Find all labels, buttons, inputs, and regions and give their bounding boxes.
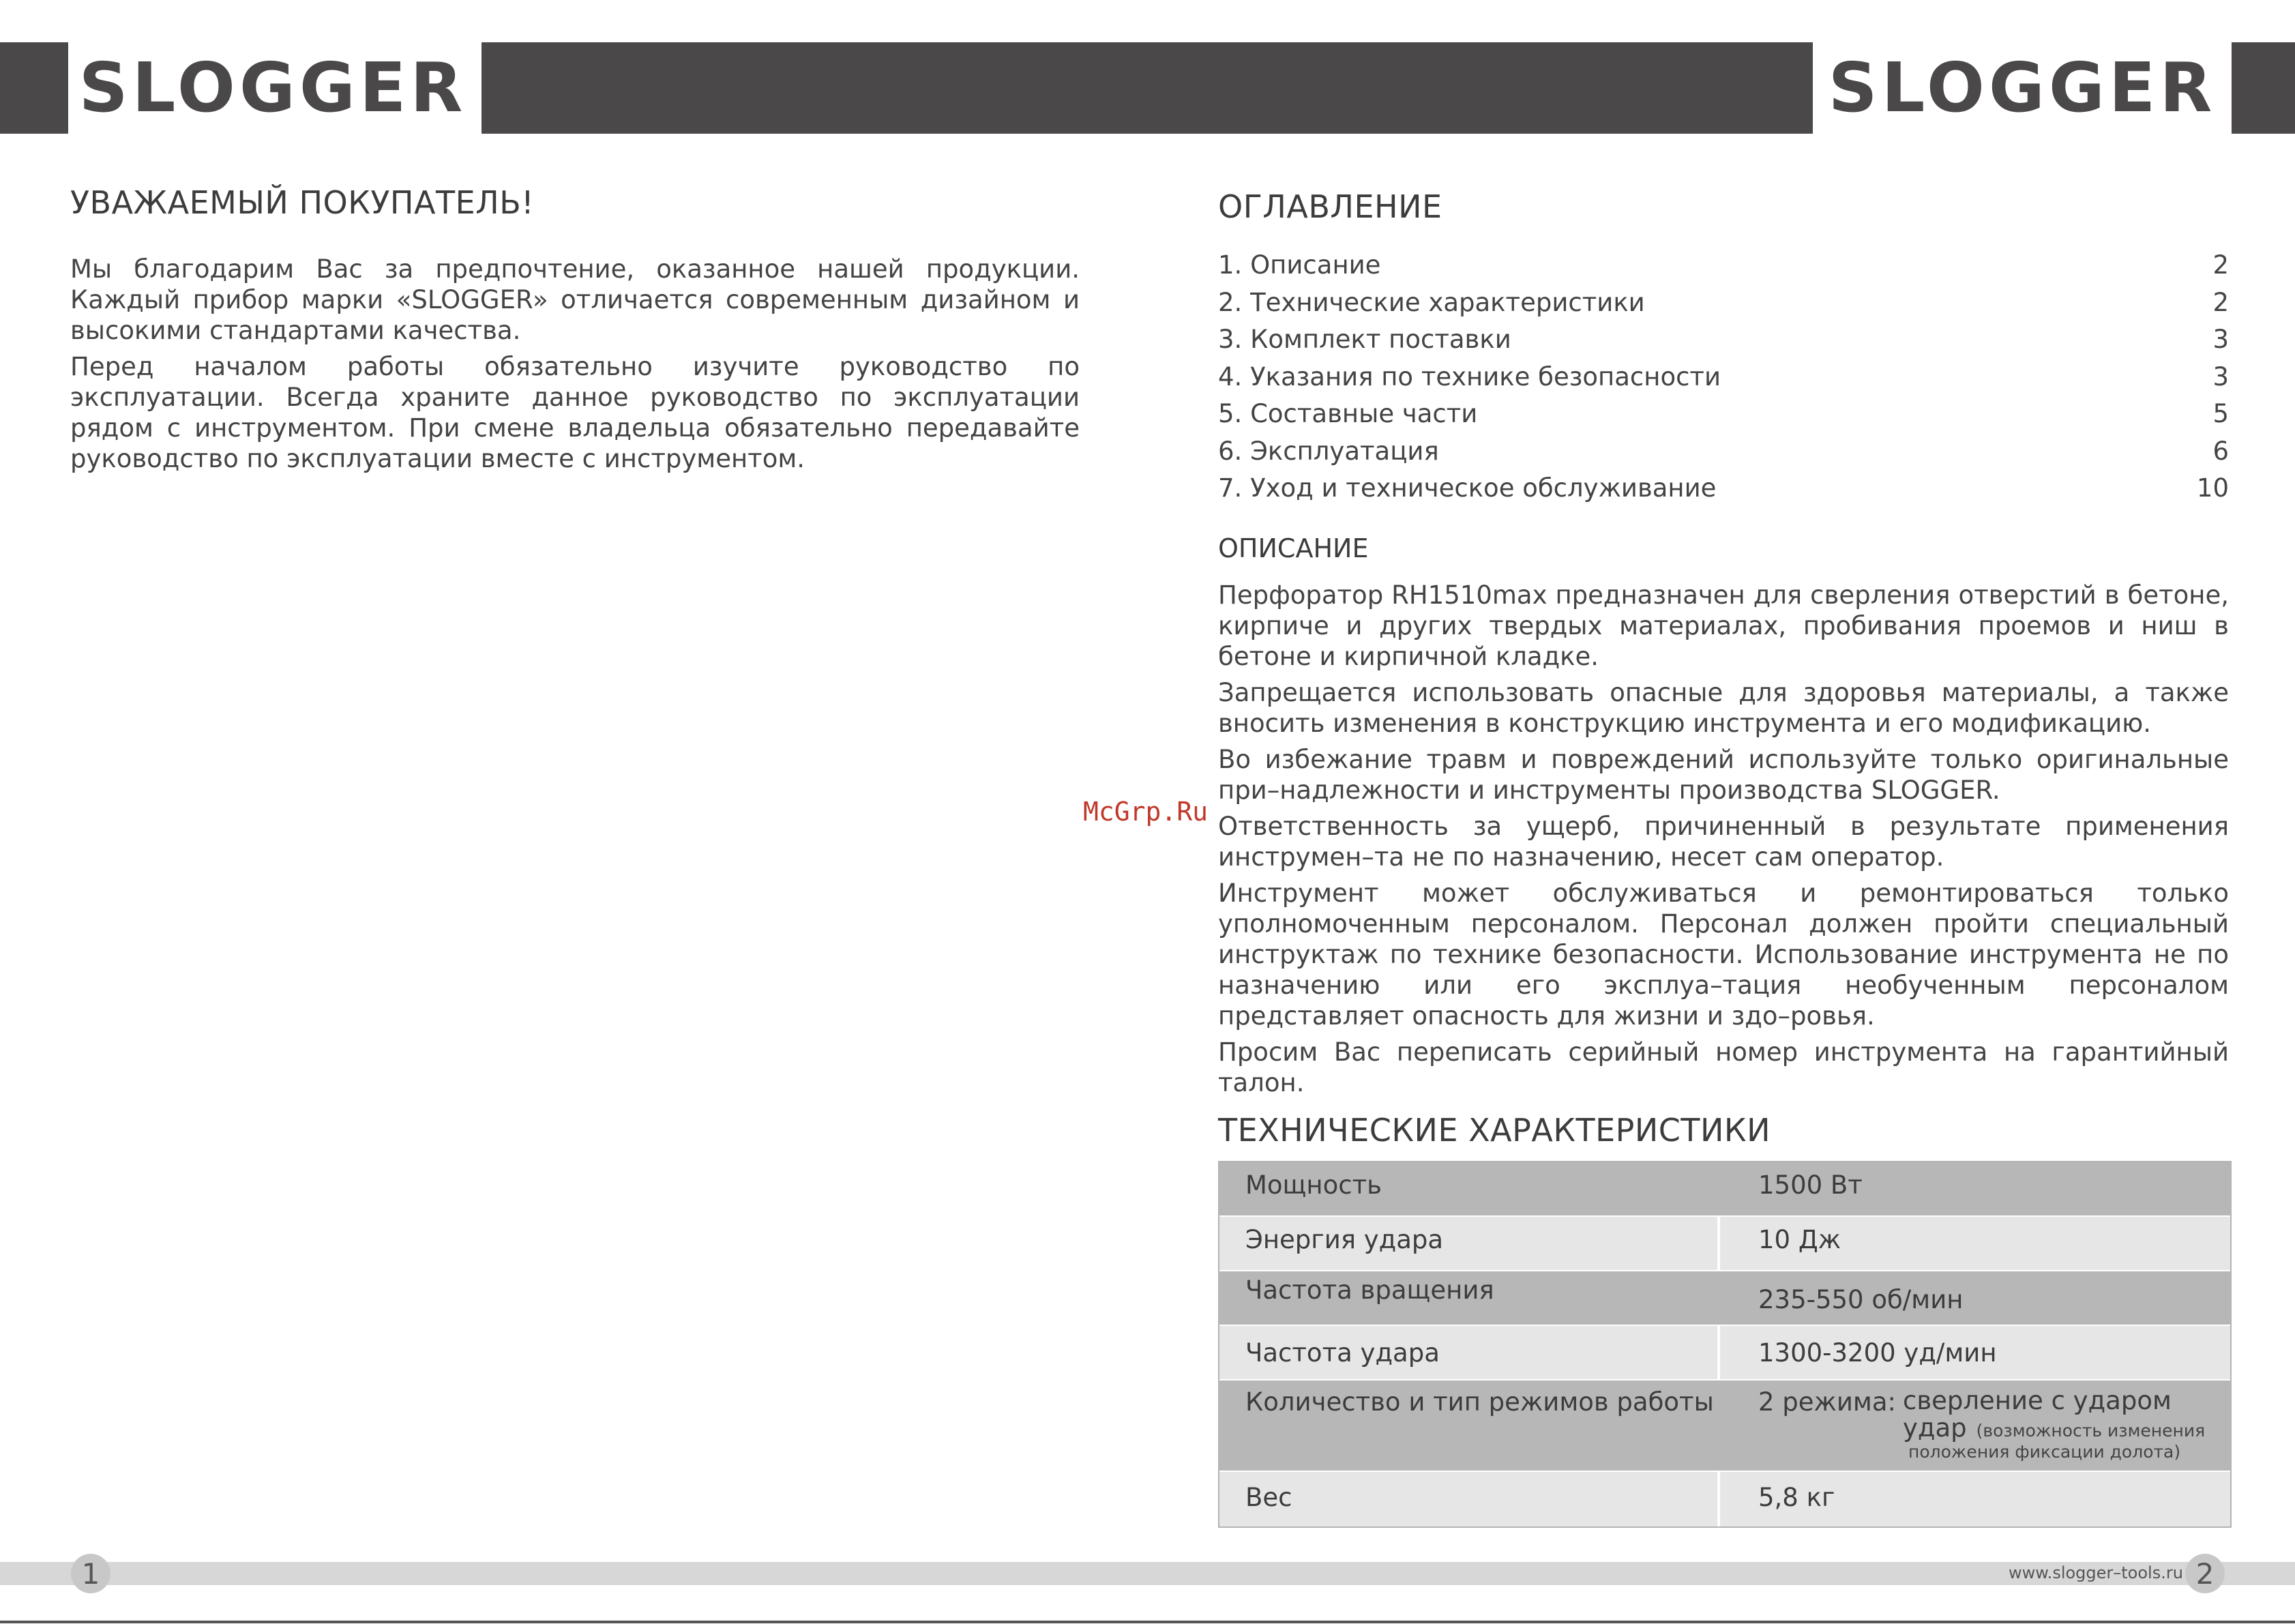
spec-name: Количество и тип режимов работы bbox=[1245, 1387, 1714, 1417]
spec-name: Вес bbox=[1245, 1483, 1292, 1512]
header-bar-center bbox=[482, 42, 1813, 134]
right-page-content bbox=[1218, 188, 2229, 1104]
website-url[interactable]: www.slogger–tools.ru bbox=[2009, 1563, 2183, 1582]
left-page-content bbox=[70, 184, 1080, 479]
description-paragraph: Ответственность за ущерб, причиненный в результате применения инструмен–та не по назначению, несет сам оператор. bbox=[1218, 811, 2229, 872]
logo-right-text: SLOGGER bbox=[1828, 48, 2217, 128]
logo-right bbox=[1813, 42, 2232, 134]
description-paragraph: Во избежание травм и повреждений используйте только оригинальные при–надлежности и инструменты производства SLOGGER. bbox=[1218, 744, 2229, 805]
mode-item: удар bbox=[1903, 1413, 1967, 1443]
toc-item[interactable]: 4. Указания по технике безопасности 3 bbox=[1218, 361, 2229, 392]
spec-value: 1300-3200 уд/мин bbox=[1717, 1326, 2230, 1379]
toc-item[interactable]: 5. Составные части 5 bbox=[1218, 399, 2229, 428]
toc-title: ОГЛАВЛЕНИЕ bbox=[1218, 188, 1442, 225]
bottom-line bbox=[0, 1621, 2295, 1623]
header-bar-right-edge bbox=[2232, 42, 2295, 134]
description-paragraph: Просим Вас переписать серийный номер инструмента на гарантийный талон. bbox=[1218, 1037, 2229, 1097]
specs-section bbox=[1218, 1112, 2232, 1528]
spec-value bbox=[1717, 1381, 2230, 1471]
spec-value: 1500 Вт bbox=[1758, 1170, 1863, 1200]
page-number-left: 1 bbox=[71, 1554, 110, 1593]
header-bar-left-edge bbox=[0, 42, 68, 134]
description-paragraph: Запрещается использовать опасные для здоровья материалы, а также вносить изменения в конструкцию инструмента и его модификацию. bbox=[1218, 677, 2229, 738]
greeting-paragraph-1: Мы благодарим Вас за предпочтение, оказанное нашей продукции. Каждый прибор марки «SLOGGER» отличается современным дизайном и высокими стандартами качества. bbox=[70, 254, 1080, 345]
spec-name: Частота удара bbox=[1245, 1338, 1440, 1368]
description-paragraph: Перфоратор RH1510max предназначен для сверления отверстий в бетоне, кирпиче и других твердых материалах, пробивания проемов и ниш в бетоне и кирпичной кладке. bbox=[1218, 580, 2229, 671]
toc-item[interactable]: 6. Эксплуатация 6 bbox=[1218, 436, 2229, 466]
toc-item[interactable]: 2. Технические характеристики 2 bbox=[1218, 287, 2229, 317]
spec-name: Мощность bbox=[1245, 1170, 1382, 1200]
spec-name: Энергия удара bbox=[1245, 1225, 1444, 1254]
greeting-title: УВАЖАЕМЫЙ ПОКУПАТЕЛЬ! bbox=[70, 184, 535, 221]
toc-list bbox=[1218, 247, 2229, 507]
watermark: McGrp.Ru bbox=[1083, 797, 1209, 827]
toc-item[interactable]: 1. Описание 2 bbox=[1218, 250, 2229, 280]
mode-note: (возможность изменения bbox=[1976, 1421, 2206, 1441]
table-row bbox=[1219, 1325, 2230, 1379]
table-row bbox=[1219, 1379, 2230, 1471]
spec-value: 5,8 кг bbox=[1717, 1472, 2230, 1526]
modes-count: 2 режима: bbox=[1758, 1387, 1896, 1417]
toc-item[interactable]: 3. Комплект поставки 3 bbox=[1218, 325, 2229, 354]
toc-item[interactable]: 7. Уход и техническое обслуживание 10 bbox=[1218, 473, 2229, 503]
spec-name: Частота вращения bbox=[1245, 1275, 1494, 1305]
footer-bar bbox=[0, 1562, 2295, 1585]
page-number-right: 2 bbox=[2185, 1554, 2225, 1593]
mode-item: сверление с ударом bbox=[1903, 1386, 2172, 1415]
spec-value: 235-550 об/мин bbox=[1758, 1285, 1964, 1314]
description-title: ОПИСАНИЕ bbox=[1218, 533, 1369, 563]
table-row bbox=[1219, 1162, 2230, 1215]
greeting-paragraph-2: Перед началом работы обязательно изучите руководство по эксплуатации. Всегда храните данное руководство по эксплуатации рядом с инструментом. При смене владельца обязательно передавайте руководство по эксплуатации вместе с инструментом. bbox=[70, 352, 1080, 473]
specs-title: ТЕХНИЧЕСКИЕ ХАРАКТЕРИСТИКИ bbox=[1218, 1112, 1771, 1149]
logo-left bbox=[68, 42, 477, 134]
specs-table bbox=[1218, 1161, 2232, 1528]
table-row bbox=[1219, 1270, 2230, 1325]
mode-note: положения фиксации долота) bbox=[1908, 1442, 2181, 1462]
table-row bbox=[1219, 1215, 2230, 1270]
spec-value: 10 Дж bbox=[1717, 1217, 2230, 1270]
table-row bbox=[1219, 1471, 2230, 1526]
description-paragraph: Инструмент может обслуживаться и ремонтироваться только уполномоченным персоналом. Персонал должен пройти специальный инструктаж по технике безопасности. Использование инструмента не по назначению или его эксплуа–тация необученным персоналом представляет опасность для жизни и здо–ровья. bbox=[1218, 878, 2229, 1031]
logo-left-text: SLOGGER bbox=[78, 48, 467, 128]
